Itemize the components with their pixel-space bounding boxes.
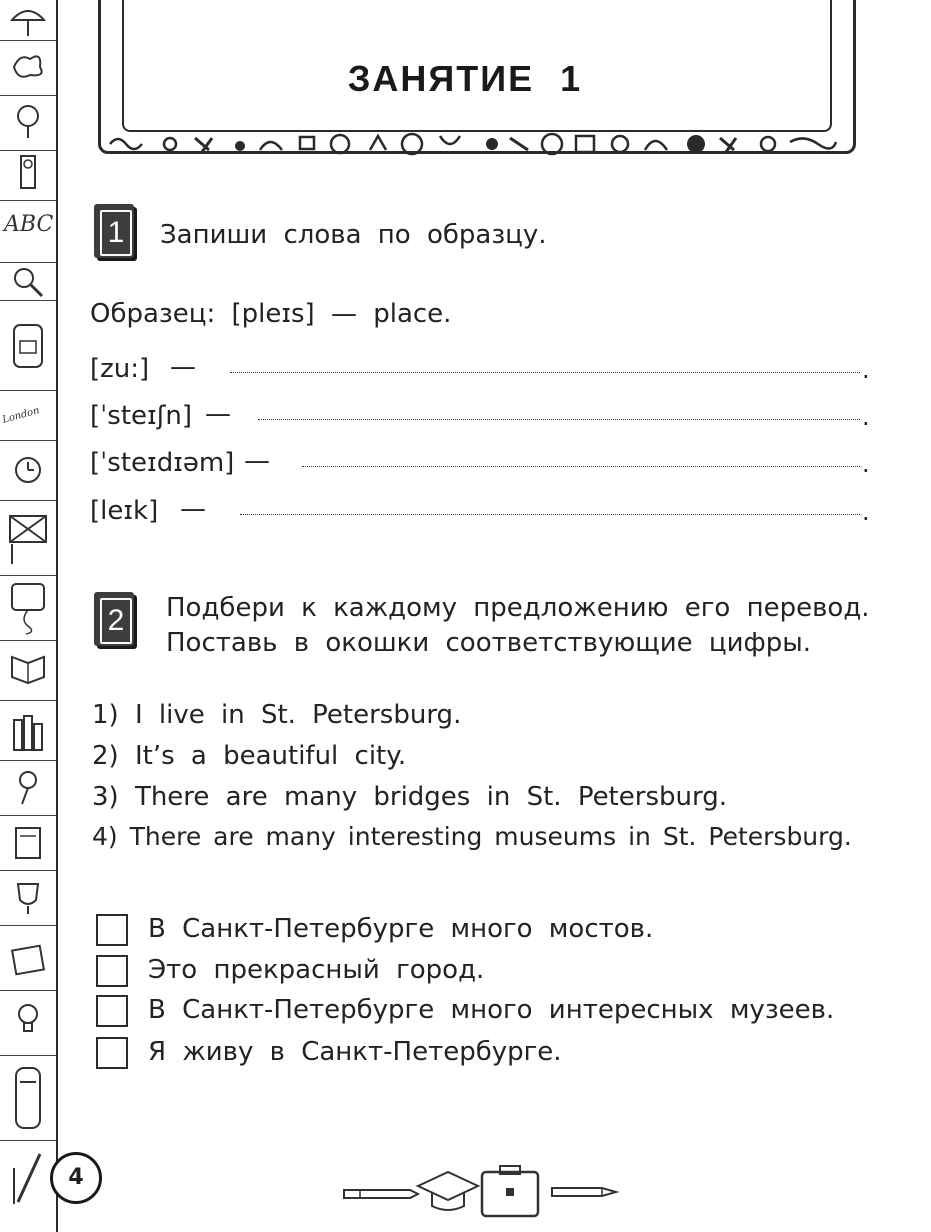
task-1-sample: Образец: [pleɪs] — place. <box>90 299 452 329</box>
open-book-icon <box>8 645 48 685</box>
task-1-item-2-answer-line[interactable] <box>258 419 860 420</box>
trophy-icon <box>8 878 48 918</box>
pen-icon <box>8 1148 48 1208</box>
abc-doodle: ABC <box>4 212 54 237</box>
task-1-item-3-dash: — <box>244 446 270 476</box>
task-1-item-1-period: . <box>862 356 870 384</box>
task-2-sentence-2: 2) It’s a beautiful city. <box>92 741 407 771</box>
task-1-item-1-dash: — <box>170 352 196 382</box>
task-2-sentence-3: 3) There are many bridges in St. Petersburg. <box>92 782 727 812</box>
task-1-item-1-transcription: [zu:] <box>90 354 150 384</box>
notebook-icon <box>8 822 48 862</box>
answer-box-1[interactable] <box>96 914 128 946</box>
task-1-instruction: Запиши слова по образцу. <box>160 220 547 250</box>
pushpin-icon <box>8 768 48 808</box>
task-2-sentence-4: 4) There are many interesting museums in St. Petersburg. <box>92 822 852 851</box>
answer-box-3[interactable] <box>96 995 128 1027</box>
task-2-number: 2 <box>100 598 132 644</box>
task-2-instruction-line-1: Подбери к каждому предложению его перевод. <box>166 593 870 623</box>
umbrella-icon <box>8 0 48 40</box>
alarm-clock-icon <box>8 448 48 488</box>
fountain-pen-icon <box>344 1190 418 1198</box>
task-1-item-3-answer-line[interactable] <box>302 466 860 467</box>
books-icon <box>8 712 48 752</box>
task-1-item-4-period: . <box>862 498 870 526</box>
backpack-icon <box>8 315 48 375</box>
pencil-icon <box>552 1188 616 1196</box>
flower-icon <box>8 100 48 140</box>
task-1-item-4-answer-line[interactable] <box>240 514 860 515</box>
certificate-icon <box>8 940 48 980</box>
task-1-item-4-dash: — <box>180 494 206 524</box>
magnifier-icon <box>8 262 48 302</box>
footer-school-doodles <box>340 1162 625 1222</box>
task-2-translation-4: Я живу в Санкт-Петербурге. <box>148 1037 562 1067</box>
task-1-item-2-transcription: [ˈsteɪʃn] <box>90 401 193 431</box>
task-1-item-2-dash: — <box>205 399 231 429</box>
page-number: 4 <box>50 1152 102 1204</box>
task-2-sentence-1: 1) I live in St. Petersburg. <box>92 700 462 730</box>
big-ben-icon <box>8 150 48 190</box>
decorative-margin-strip <box>0 0 58 1232</box>
answer-box-2[interactable] <box>96 955 128 987</box>
uk-flag-icon <box>8 510 48 565</box>
doodle-border-band <box>100 128 852 160</box>
task-1-item-4-transcription: [leɪk] <box>90 496 159 526</box>
lightbulb-icon <box>8 998 48 1038</box>
task-1-item-2-period: . <box>862 403 870 431</box>
tv-icon <box>8 580 48 635</box>
task-2-translation-1: В Санкт-Петербурге много мостов. <box>148 914 654 944</box>
answer-box-4[interactable] <box>96 1037 128 1069</box>
task-2-translation-2: Это прекрасный город. <box>148 955 485 985</box>
graduation-cap-icon <box>418 1172 478 1210</box>
task-2-translation-3: В Санкт-Петербурге много интересных музеев. <box>148 995 835 1025</box>
splash-icon <box>8 45 48 85</box>
task-2-badge <box>94 592 134 646</box>
task-1-number: 1 <box>100 210 132 256</box>
london-doodle: London <box>1 405 41 426</box>
task-1-badge <box>94 204 134 258</box>
task-2-instruction-line-2: Поставь в окошки соответствующие цифры. <box>166 628 812 658</box>
postbox-icon <box>8 1062 48 1132</box>
task-1-item-3-transcription: [ˈsteɪdɪəm] <box>90 448 235 478</box>
task-1-item-3-period: . <box>862 450 870 478</box>
lesson-title: ЗАНЯТИЕ 1 <box>347 58 583 99</box>
briefcase-icon <box>482 1166 538 1216</box>
task-1-item-1-answer-line[interactable] <box>230 372 860 373</box>
